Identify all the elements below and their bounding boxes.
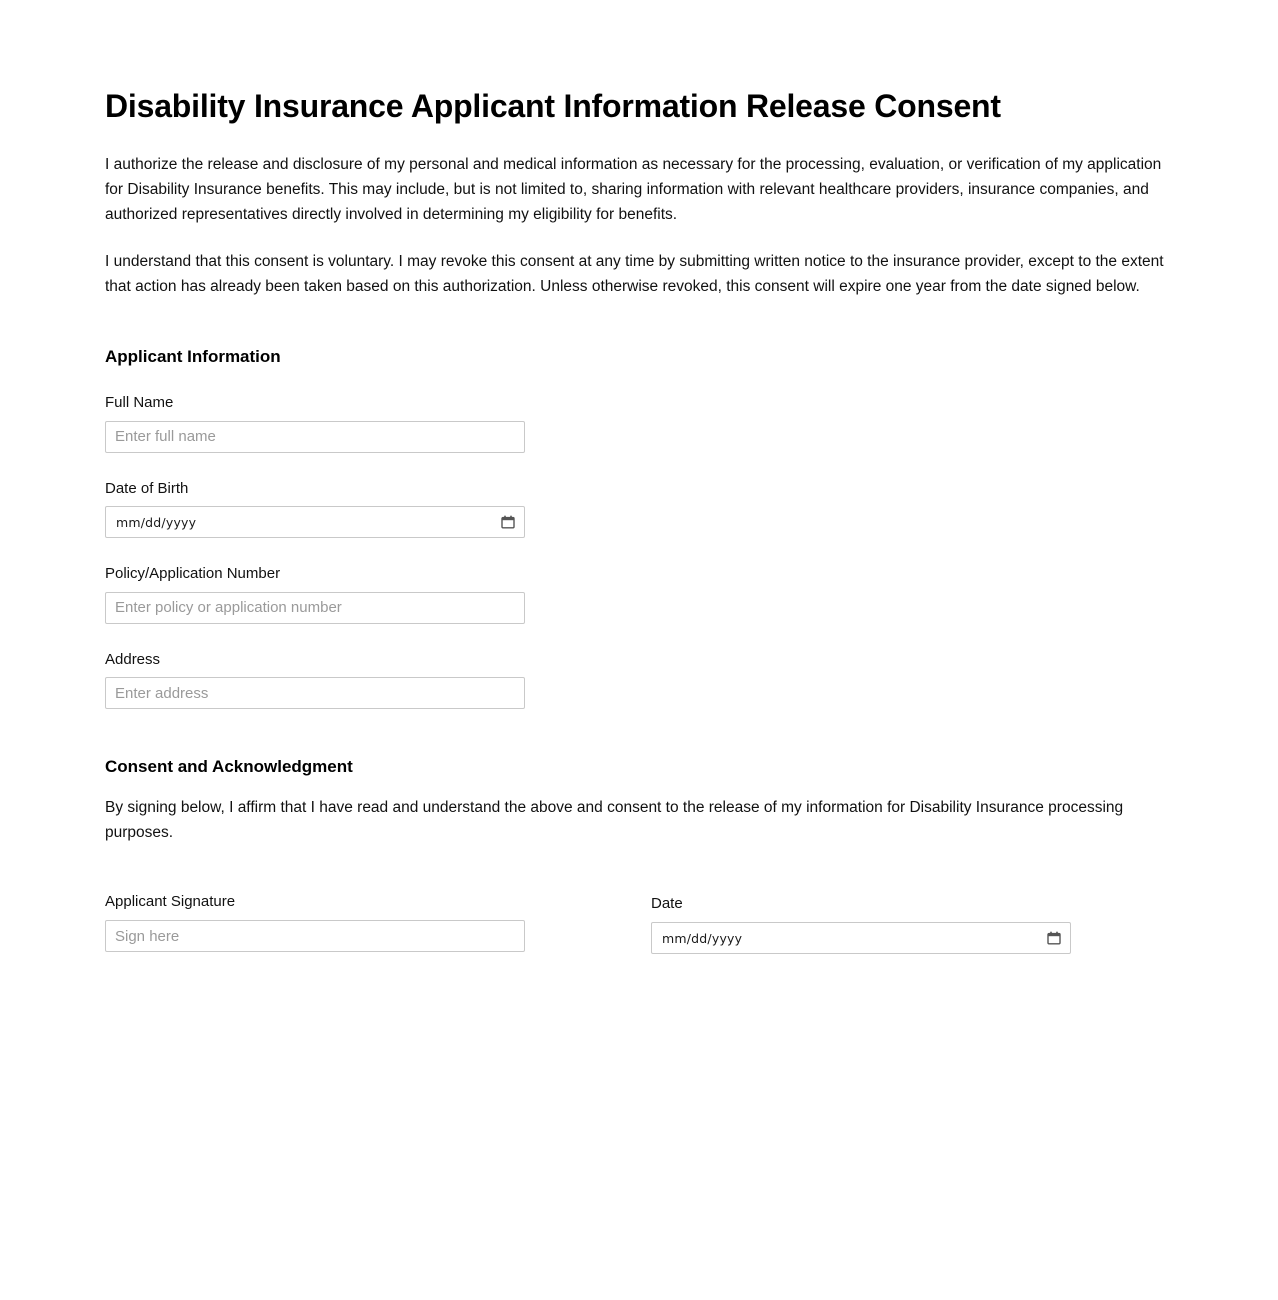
signature-field-group [105, 892, 651, 953]
date-of-birth-field-group [105, 479, 1178, 539]
consent-acknowledgment-heading: Consent and Acknowledgment [105, 757, 353, 777]
consent-paragraph: By signing below, I affirm that I have read and understand the above and consent to the release of my information for Disability Insurance processing purposes. [105, 799, 1124, 842]
calendar-icon[interactable] [501, 515, 515, 529]
calendar-icon[interactable] [1047, 931, 1061, 945]
authorization-paragraph: I authorize the release and disclosure of my personal and medical information as necessary for the processing, evaluation, or verification of my application for Disability Insurance benefits. This may include, but is not limited to, sharing information with relevant healthcare providers, insurance companies, and authorized representatives directly involved in determining my eligibility for benefits. [105, 155, 1162, 223]
signature-date-row [105, 892, 1178, 955]
policy-number-label: Policy/Application Number [105, 565, 281, 583]
page-title: Disability Insurance Applicant Information Release Consent [105, 88, 1001, 124]
signature-label: Applicant Signature [105, 892, 236, 910]
full-name-label: Full Name [105, 394, 174, 412]
address-label: Address [105, 650, 161, 668]
signature-date-label: Date [651, 894, 683, 912]
address-field-group [105, 650, 1178, 710]
address-input[interactable] [105, 677, 525, 709]
applicant-information-heading: Applicant Information [105, 347, 281, 367]
signature-date-input[interactable] [651, 922, 1071, 954]
date-of-birth-input[interactable] [105, 506, 525, 538]
full-name-field-group [105, 393, 1178, 453]
revocation-paragraph: I understand that this consent is voluntary. I may revoke this consent at any time by submitting written notice to the insurance provider, except to the extent that action has already been taken based on this authorization. Unless otherwise revoked, this consent will expire one year from the date signed below. [105, 253, 1164, 296]
full-name-input[interactable] [105, 421, 525, 453]
signature-date-value: mm/dd/yyyy [662, 930, 743, 946]
signature-date-field-group [651, 892, 1071, 955]
policy-number-field-group [105, 564, 1178, 624]
date-of-birth-label: Date of Birth [105, 479, 189, 497]
policy-number-input[interactable] [105, 592, 525, 624]
signature-input[interactable] [105, 920, 525, 952]
date-of-birth-value: mm/dd/yyyy [116, 514, 197, 530]
